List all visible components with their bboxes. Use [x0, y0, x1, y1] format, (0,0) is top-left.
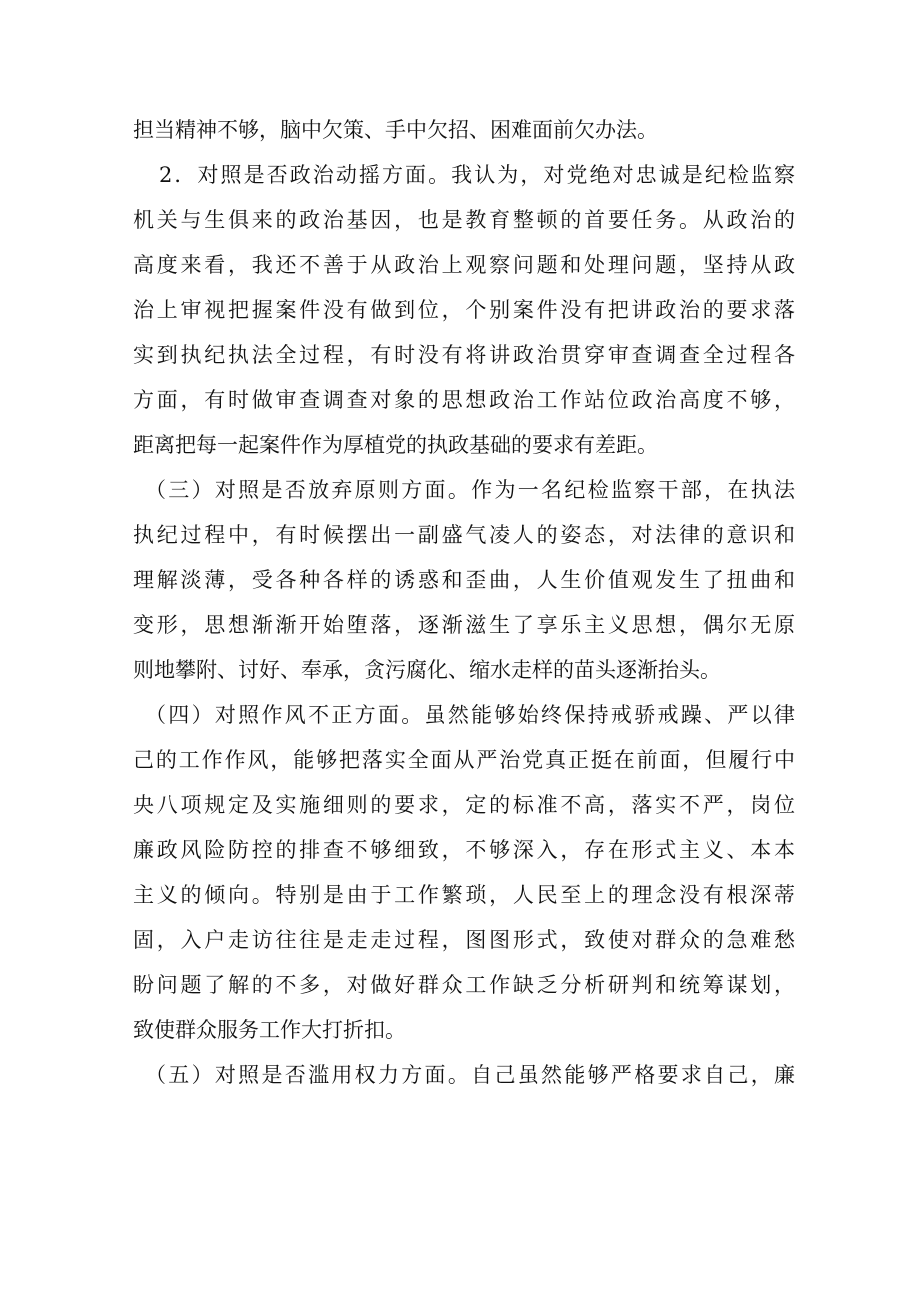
text-line: 盼问题了解的不多，对做好群众工作缺乏分析研判和统筹谋划， [133, 973, 795, 997]
text-line: 致使群众服务工作大打折扣。 [133, 1018, 406, 1042]
text-line: 理解淡薄，受各种各样的诱惑和歪曲，人生价值观发生了扭曲和 [133, 568, 795, 592]
document-body [133, 108, 795, 1098]
paragraph-1 [133, 108, 795, 153]
text-line: （三）对照是否放弃原则方面。作为一名纪检监察干部，在执法 [145, 478, 795, 502]
text-line: 固，入户走访往往是走走过程，图图形式，致使对群众的急难愁 [133, 928, 795, 952]
paragraph-3 [133, 468, 795, 693]
text-line: 变形，思想渐渐开始堕落，逐渐滋生了享乐主义思想，偶尔无原 [133, 613, 795, 637]
text-line: 廉政风险防控的排查不够细致，不够深入，存在形式主义、本本 [133, 838, 795, 862]
text-line: 机关与生俱来的政治基因，也是教育整顿的首要任务。从政治的 [133, 208, 795, 232]
text-line: 则地攀附、讨好、奉承，贪污腐化、缩水走样的苗头逐渐抬头。 [133, 658, 721, 682]
text-line: （四）对照作风不正方面。虽然能够始终保持戒骄戒躁、严以律 [145, 703, 795, 727]
text-line: 己的工作作风，能够把落实全面从严治党真正挺在前面，但履行中 [133, 748, 795, 772]
text-line: 方面，有时做审查调查对象的思想政治工作站位政治高度不够， [133, 388, 795, 412]
text-line: 执纪过程中，有时候摆出一副盛气凌人的姿态，对法律的意识和 [133, 523, 795, 547]
text-line: 实到执纪执法全过程，有时没有将讲政治贯穿审查调查全过程各 [133, 343, 795, 367]
text-line: 治上审视把握案件没有做到位，个别案件没有把讲政治的要求落 [133, 298, 795, 322]
paragraph-5 [133, 1053, 795, 1098]
text-line: 担当精神不够，脑中欠策、手中欠招、困难面前欠办法。 [133, 118, 658, 142]
paragraph-2 [133, 153, 795, 468]
text-line: 2．对照是否政治动摇方面。我认为，对党绝对忠诚是纪检监察 [159, 163, 795, 187]
text-line: 央八项规定及实施细则的要求，定的标准不高，落实不严，岗位 [133, 793, 795, 817]
text-line: （五）对照是否滥用权力方面。自己虽然能够严格要求自己，廉 [145, 1063, 795, 1087]
text-line: 主义的倾向。特别是由于工作繁琐，人民至上的理念没有根深蒂 [133, 883, 795, 907]
paragraph-4 [133, 693, 795, 1053]
text-line: 距离把每一起案件作为厚植党的执政基础的要求有差距。 [133, 433, 658, 457]
text-line: 高度来看，我还不善于从政治上观察问题和处理问题，坚持从政 [133, 253, 795, 277]
